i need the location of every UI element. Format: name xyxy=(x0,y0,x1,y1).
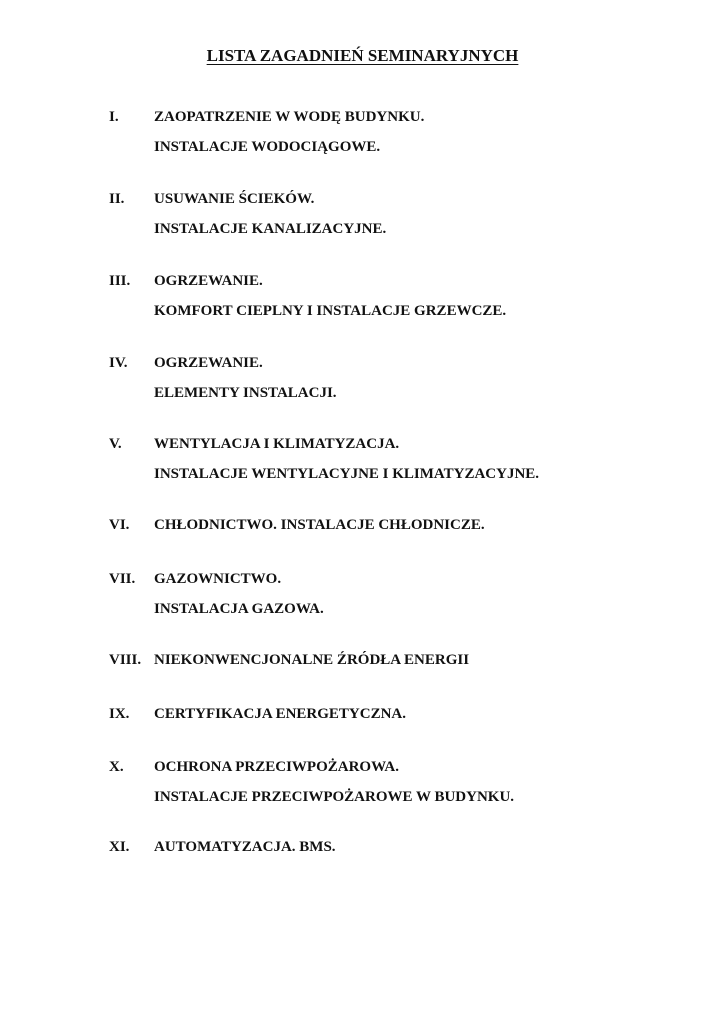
item-number: IX. xyxy=(109,706,130,722)
item-line: ELEMENTY INSTALACJI. xyxy=(154,385,337,401)
document-title-text: LISTA ZAGADNIEŃ SEMINARYJNYCH xyxy=(206,46,519,65)
item-number: III. xyxy=(109,273,131,289)
item-line: INSTALACJE PRZECIWPOŻAROWE W BUDYNKU. xyxy=(154,789,515,805)
document-title xyxy=(0,45,725,67)
item-number: V. xyxy=(109,436,122,452)
item-line: AUTOMATYZACJA. BMS. xyxy=(154,839,336,855)
item-line: WENTYLACJA I KLIMATYZACJA. xyxy=(154,436,400,452)
item-line: ZAOPATRZENIE W WODĘ BUDYNKU. xyxy=(154,109,425,125)
item-line: NIEKONWENCJONALNE ŹRÓDŁA ENERGII xyxy=(154,652,470,668)
item-line: OGRZEWANIE. xyxy=(154,355,263,371)
item-line: INSTALACJE WENTYLACYJNE I KLIMATYZACYJNE. xyxy=(154,466,540,482)
item-number: X. xyxy=(109,759,124,775)
item-number: XI. xyxy=(109,839,130,855)
item-line: CERTYFIKACJA ENERGETYCZNA. xyxy=(154,706,407,722)
item-number: VIII. xyxy=(109,652,142,668)
item-line: OGRZEWANIE. xyxy=(154,273,263,289)
item-line: USUWANIE ŚCIEKÓW. xyxy=(154,191,315,207)
item-line: INSTALACJE WODOCIĄGOWE. xyxy=(154,139,381,155)
item-line: CHŁODNICTWO. INSTALACJE CHŁODNICZE. xyxy=(154,517,485,533)
item-line: INSTALACJA GAZOWA. xyxy=(154,601,324,617)
item-number: IV. xyxy=(109,355,128,371)
item-number: I. xyxy=(109,109,119,125)
item-number: VI. xyxy=(109,517,130,533)
item-line: OCHRONA PRZECIWPOŻAROWA. xyxy=(154,759,400,775)
item-number: VII. xyxy=(109,571,136,587)
item-line: KOMFORT CIEPLNY I INSTALACJE GRZEWCZE. xyxy=(154,303,507,319)
item-line: INSTALACJE KANALIZACYJNE. xyxy=(154,221,387,237)
item-number: II. xyxy=(109,191,125,207)
item-line: GAZOWNICTWO. xyxy=(154,571,282,587)
